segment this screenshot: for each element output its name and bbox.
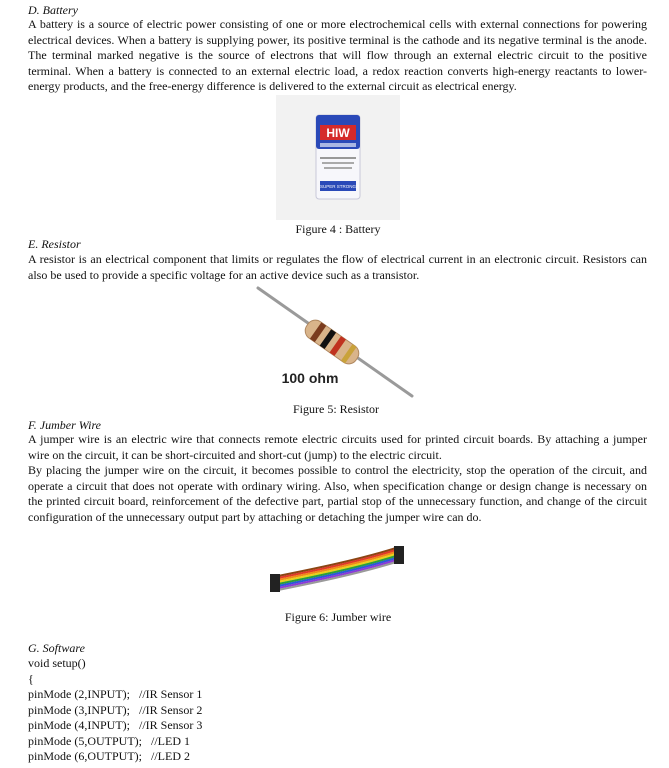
jumper-wire-image [268, 540, 408, 592]
code-block [28, 656, 202, 765]
resistor-label-text: 100 ohm [281, 370, 339, 386]
battery-label-text: SUPER STRONG [319, 184, 357, 189]
resistor-image [252, 284, 420, 400]
jumper-paragraph-1: A jumper wire is an electric wire that connects remote electric circuits used for printed circuit boards. By attaching a jumper wire on the circuit, it can be short-circuited and short-cut (jump) to the electric circuit. [28, 432, 647, 462]
jumper-paragraph-2: By placing the jumper wire on the circuit, it becomes possible to control the electricity, stop the operation of the circuit, and operate a circuit that does not operate with ordinary wiring. Also, when specification change or design change is necessary on the printed circuit board, reinforcement of the defective part, partial stop of the unnecessary function, and change of the circuit configuration of the unnecessary output part by attaching or detaching the jumper wire can do. [28, 463, 647, 524]
code-line: pinMode (2,INPUT); //IR Sensor 1 [28, 687, 203, 701]
resistor-paragraph: A resistor is an electrical component that limits or regulates the flow of electrical current in an electronic circuit. Resistors can also be used to provide a specific voltage for an active device such as a transistor. [28, 252, 647, 282]
code-line: pinMode (4,INPUT); //IR Sensor 3 [28, 718, 203, 732]
figure-5-caption: Figure 5: Resistor [293, 402, 379, 416]
figure-4-caption: Figure 4 : Battery [295, 222, 381, 236]
battery-brand-text: HIW [326, 126, 350, 140]
section-heading-battery: D. Battery [28, 3, 78, 17]
code-line: pinMode (3,INPUT); //IR Sensor 2 [28, 702, 203, 717]
section-heading-software: G. Software [28, 641, 85, 655]
battery-paragraph: A battery is a source of electric power consisting of one or more electrochemical cells with external connections for powering electrical devices. When a battery is supplying power, its positive terminal is the cathode and its negative terminal is the anode. The terminal marked negative is the source of electrons that will flow through an external electric circuit to the positive terminal. When a battery is connected to an external electric load, a redox reaction converts high-energy reactants to lower-energy products, and the free-energy difference is delivered to the external circuit as electrical energy. [28, 17, 647, 93]
section-heading-jumper: F. Jumber Wire [28, 418, 101, 432]
code-line: { [28, 671, 34, 686]
code-line: pinMode (5,OUTPUT); //LED 1 [28, 733, 190, 748]
code-line: pinMode (6,OUTPUT); //LED 2 [28, 749, 190, 763]
figure-6-caption: Figure 6: Jumber wire [284, 610, 392, 624]
section-heading-resistor: E. Resistor [28, 237, 81, 251]
battery-image [276, 95, 400, 220]
code-line: void setup() [28, 656, 86, 670]
